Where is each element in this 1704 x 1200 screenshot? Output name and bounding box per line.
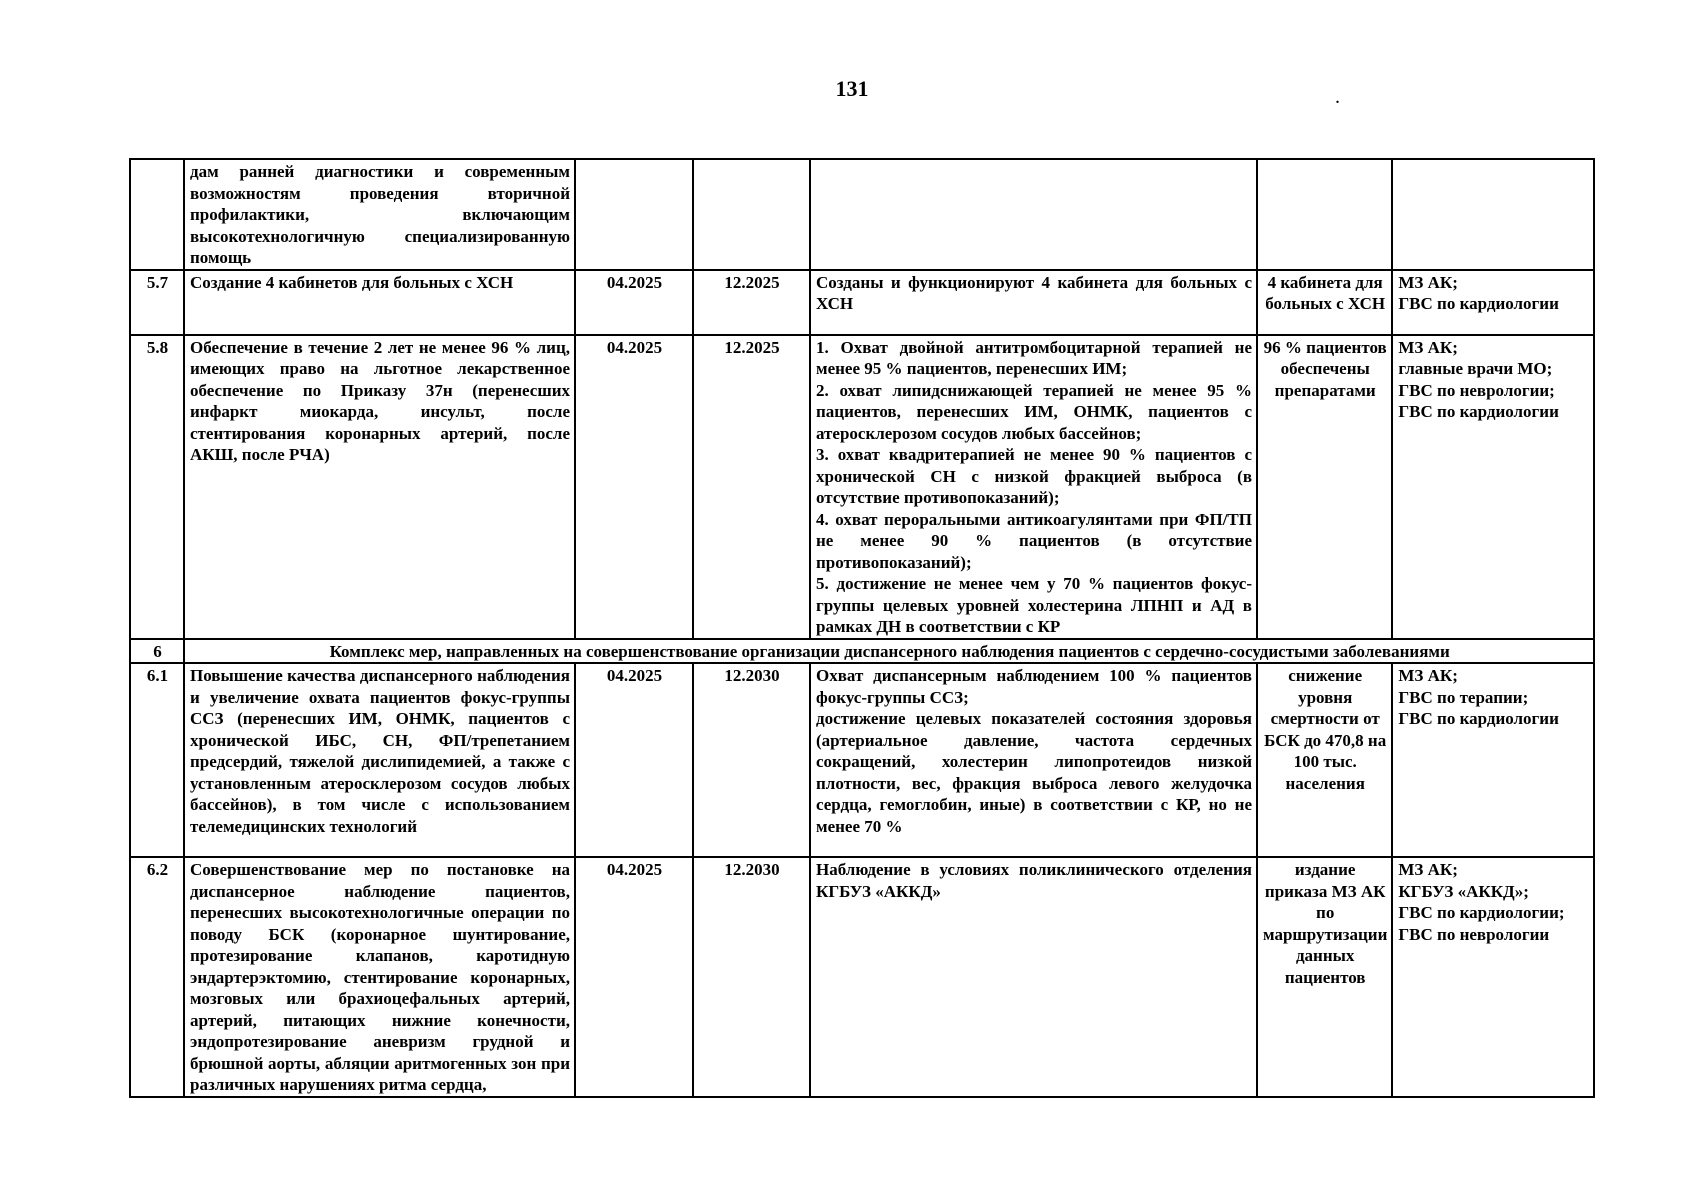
start-date: 04.2025	[575, 857, 693, 1097]
responsible-cell	[1392, 159, 1594, 270]
responsible-cell	[1392, 335, 1594, 639]
row-number	[130, 159, 184, 270]
table-row	[130, 335, 1594, 639]
result-cell: издание приказа МЗ АК по маршрутизации данных пациентов	[1257, 857, 1392, 1097]
responsible-cell	[1392, 663, 1594, 857]
start-date	[575, 159, 693, 270]
result-cell	[1257, 159, 1392, 270]
event-cell: Повышение качества диспансерного наблюдения и увеличение охвата пациентов фокус-группы ССЗ (перенесших ИМ, ОНМК, пациентов с хронической ИБС, СН, ФП/трепетанием предсердий, тяжелой дислипидемией, а также с установленным атеросклерозом сосудов любых бассейнов), в том числе с использованием телемедицинских технологий	[184, 663, 575, 857]
end-date	[693, 159, 810, 270]
row-number: 6.1	[130, 663, 184, 857]
indicator-lines: 1. Охват двойной антитромбоцитарной терапией не менее 95 % пациентов, перенесших ИМ; 2. охват липидснижающей терапией не менее 95 % пациентов, перенесших ИМ, ОНМК, пациентов с атеросклерозом сосудов любых бассейнов; 3. охват квадритерапией не менее 90 % пациентов с хронической СН с низкой фракцией выброса (в отсутствие противопоказаний); 4. охват пероральными антикоагулянтами при ФП/ТП не менее 90 % пациентов (в отсутствие противопоказаний); 5. достижение не менее чем у 70 % пациентов фокус-группы целевых уровней холестерина ЛПНП и АД в рамках ДН в соответствии с КР	[816, 337, 1252, 636]
end-date: 12.2025	[693, 335, 810, 639]
indicator-cell	[810, 159, 1257, 270]
indicator-lines: Охват диспансерным наблюдением 100 % пациентов фокус-группы ССЗ; достижение целевых показателей состояния здоровья (артериальное давление, частота сердечных сокращений, холестерин липопротеидов низкой плотности, вес, фракция выброса левого желудочка сердца, гемоглобин, иные) в соответствии с КР, но не менее 70 %	[816, 666, 1252, 836]
responsible-lines: МЗ АК; главные врачи МО; ГВС по неврологии; ГВС по кардиологии	[1398, 337, 1559, 421]
action-plan-table	[129, 158, 1595, 1098]
responsible-lines: МЗ АК; ГВС по терапии; ГВС по кардиологии	[1398, 666, 1559, 728]
result-cell: снижение уровня смертности от БСК до 470,8 на 100 тыс. населения	[1257, 663, 1392, 857]
stray-mark: .	[1335, 86, 1340, 108]
indicator-cell: Созданы и функционируют 4 кабинета для больных с ХСН	[810, 270, 1257, 335]
table-row	[130, 270, 1594, 335]
event-cell: Создание 4 кабинетов для больных с ХСН	[184, 270, 575, 335]
section-row	[130, 639, 1594, 664]
start-date: 04.2025	[575, 270, 693, 335]
indicator-cell	[810, 663, 1257, 857]
section-title: Комплекс мер, направленных на совершенствование организации диспансерного наблюдения пациентов с сердечно-сосудистыми заболеваниями	[184, 639, 1594, 664]
end-date: 12.2025	[693, 270, 810, 335]
event-cell: дам ранней диагностики и современным возможностям проведения вторичной профилактики, включающим высокотехнологичную специализированную помощь	[184, 159, 575, 270]
page-number: 131	[835, 76, 869, 101]
result-cell: 4 кабинета для больных с ХСН	[1257, 270, 1392, 335]
row-number: 6.2	[130, 857, 184, 1097]
table-row	[130, 663, 1594, 857]
responsible-cell	[1392, 857, 1594, 1097]
responsible-cell	[1392, 270, 1594, 335]
event-cell: Обеспечение в течение 2 лет не менее 96 % лиц, имеющих право на льготное лекарственное обеспечение по Приказу 37н (перенесших инфаркт миокарда, инсульт, после стентирования коронарных артерий, после АКШ, после РЧА)	[184, 335, 575, 639]
table-row	[130, 159, 1594, 270]
row-number: 5.8	[130, 335, 184, 639]
end-date: 12.2030	[693, 663, 810, 857]
start-date: 04.2025	[575, 663, 693, 857]
section-number: 6	[130, 639, 184, 664]
end-date: 12.2030	[693, 857, 810, 1097]
result-cell: 96 % пациентов обеспечены препаратами	[1257, 335, 1392, 639]
responsible-lines: МЗ АК; ГВС по кардиологии	[1398, 272, 1559, 313]
table-row	[130, 857, 1594, 1097]
start-date: 04.2025	[575, 335, 693, 639]
event-cell: Совершенствование мер по постановке на диспансерное наблюдение пациентов, перенесших высокотехнологичные операции по поводу БСК (коронарное шунтирование, протезирование клапанов, каротидную эндартерэктомию, стентирование коронарных, мозговых или брахиоцефальных артерий, артерий, питающих нижние конечности, эндопротезирование аневризм грудной и брюшной аорты, абляции аритмогенных зон при различных нарушениях ритма сердца,	[184, 857, 575, 1097]
indicator-cell	[810, 335, 1257, 639]
responsible-lines: МЗ АК; КГБУЗ «АККД»; ГВС по кардиологии; ГВС по неврологии	[1398, 860, 1565, 944]
indicator-cell: Наблюдение в условиях поликлинического отделения КГБУЗ «АККД»	[810, 857, 1257, 1097]
row-number: 5.7	[130, 270, 184, 335]
